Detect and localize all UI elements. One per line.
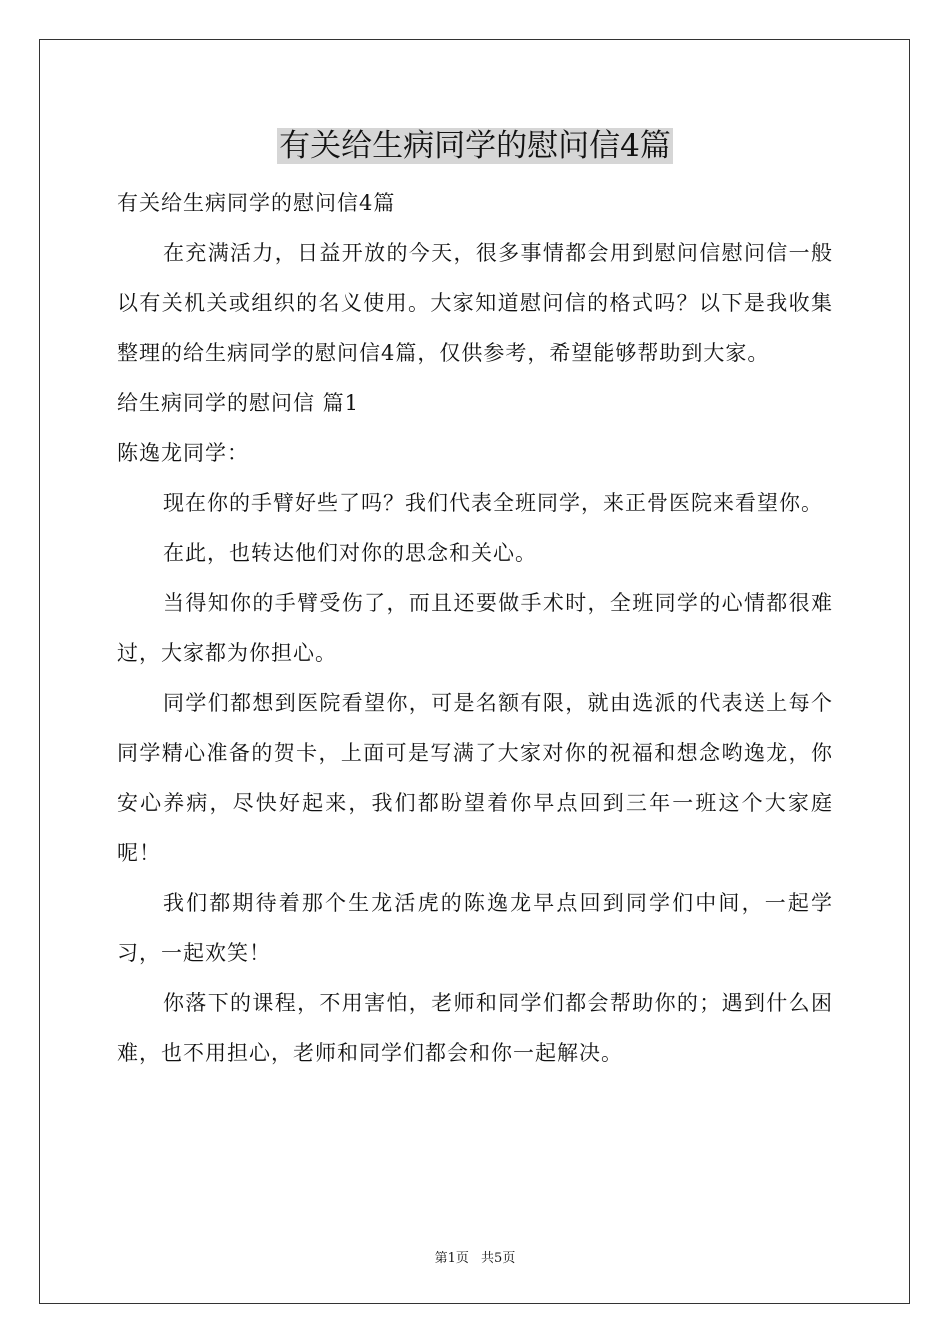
body-paragraph: 同学们都想到医院看望你，可是名额有限，就由选派的代表送上每个同学精心准备的贺卡，上面可是写满了大家对你的祝福和想念哟逸龙，你安心养病，尽快好起来，我们都盼望着你早点回到三年一班这个大家庭呢！ xyxy=(117,691,833,865)
document-body xyxy=(117,178,833,1078)
body-paragraph: 你落下的课程，不用害怕，老师和同学们都会帮助你的；遇到什么困难，也不用担心，老师和同学们都会和你一起解决。 xyxy=(117,991,833,1065)
body-paragraph: 当得知你的手臂受伤了，而且还要做手术时，全班同学的心情都很难过，大家都为你担心。 xyxy=(117,591,833,665)
section-heading: 给生病同学的慰问信 篇1 xyxy=(117,391,360,415)
document-subtitle: 有关给生病同学的慰问信4篇 xyxy=(117,191,396,215)
intro-paragraph: 在充满活力，日益开放的今天，很多事情都会用到慰问信慰问信一般以有关机关或组织的名义使用。大家知道慰问信的格式吗？以下是我收集整理的给生病同学的慰问信4篇，仅供参考，希望能够帮助到大家。 xyxy=(117,241,833,365)
document-title xyxy=(0,124,950,168)
body-paragraph: 在此，也转达他们对你的思念和关心。 xyxy=(163,541,537,565)
page-footer: 第1页 共5页 xyxy=(434,1251,516,1266)
body-paragraph: 现在你的手臂好些了吗？我们代表全班同学，来正骨医院来看望你。 xyxy=(163,491,823,515)
body-paragraph: 我们都期待着那个生龙活虎的陈逸龙早点回到同学们中间，一起学习，一起欢笑！ xyxy=(117,891,833,965)
document-title-text: 有关给生病同学的慰问信4篇 xyxy=(279,128,671,164)
salutation: 陈逸龙同学： xyxy=(117,441,249,465)
